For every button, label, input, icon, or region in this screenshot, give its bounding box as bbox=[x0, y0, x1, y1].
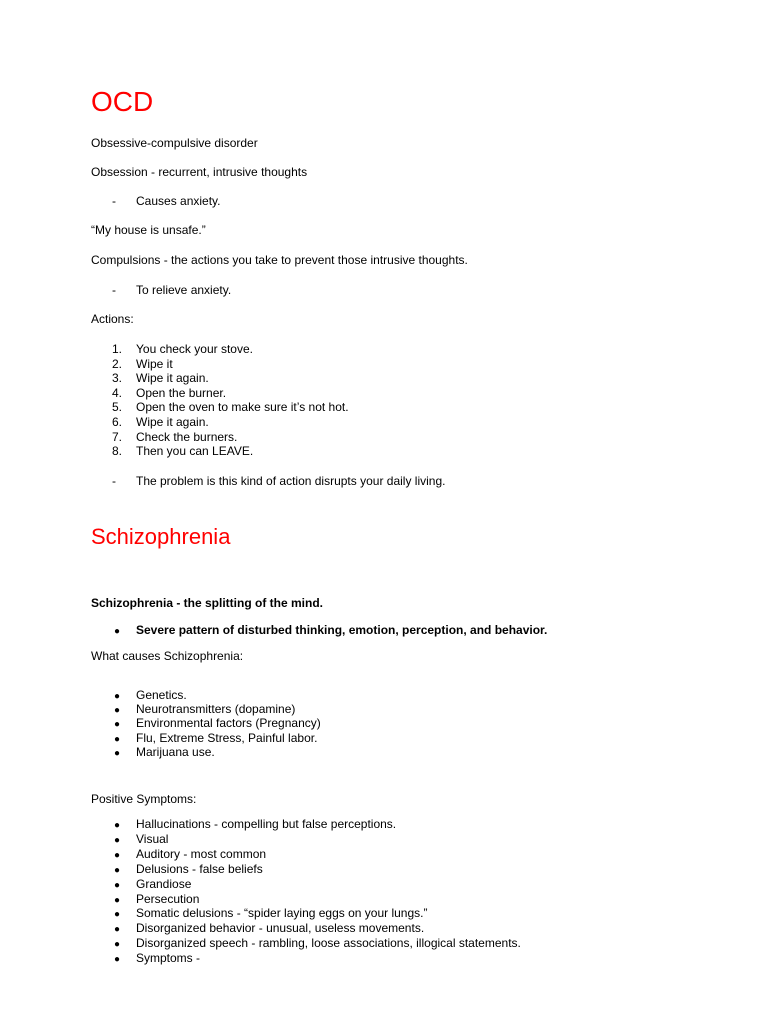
bullet-icon: ● bbox=[114, 864, 121, 876]
list-item: 2. Wipe it bbox=[112, 356, 173, 371]
list-item: 8. Then you can LEAVE. bbox=[112, 444, 254, 459]
list-item: ● Severe pattern of disturbed thinking, emotion, perception, and behavior. bbox=[107, 623, 547, 640]
bullet-icon: ● bbox=[114, 733, 121, 745]
actions-label: Actions: bbox=[91, 312, 134, 326]
causes-list bbox=[107, 689, 321, 760]
bullet-icon: ● bbox=[114, 909, 121, 921]
compulsions-line: Compulsions - the actions you take to prevent those intrusive thoughts. bbox=[91, 253, 468, 267]
list-item: ● Symptoms - bbox=[107, 952, 521, 967]
ocd-subtitle: Obsessive-compulsive disorder bbox=[91, 136, 258, 150]
bullet-icon: ● bbox=[114, 705, 121, 717]
definition-line: Schizophrenia - the splitting of the mind. bbox=[91, 596, 323, 610]
list-item: 7. Check the burners. bbox=[112, 429, 238, 444]
list-item: 4. Open the burner. bbox=[112, 385, 227, 400]
dash-marker: - bbox=[112, 283, 116, 297]
actions-list bbox=[107, 342, 349, 459]
compulsions-note-text: To relieve anxiety. bbox=[136, 283, 232, 297]
list-item: 1. You check your stove. bbox=[112, 342, 253, 356]
list-item: ● Auditory - most common bbox=[107, 848, 521, 863]
definition-list bbox=[107, 623, 547, 640]
list-item: ● Persecution bbox=[107, 893, 521, 908]
list-item: ● Genetics. bbox=[107, 689, 321, 703]
ocd-heading: OCD bbox=[91, 86, 154, 117]
bullet-icon: ● bbox=[114, 879, 121, 891]
list-item: ● Flu, Extreme Stress, Painful labor. bbox=[107, 732, 321, 746]
list-item: ● Visual bbox=[107, 833, 521, 848]
bullet-icon: ● bbox=[114, 849, 121, 861]
positive-symptoms-list bbox=[107, 818, 521, 967]
list-item: 3. Wipe it again. bbox=[112, 371, 209, 386]
bullet-icon: ● bbox=[114, 954, 121, 966]
list-item: ● Hallucinations - compelling but false perceptions. bbox=[107, 818, 521, 833]
bullet-icon: ● bbox=[114, 894, 121, 906]
compulsions-note bbox=[112, 283, 231, 297]
bullet-icon: ● bbox=[114, 820, 121, 831]
list-item: ● Disorganized behavior - unusual, useless movements. bbox=[107, 922, 521, 937]
problem-note-text: The problem is this kind of action disrupts your daily living. bbox=[136, 474, 446, 488]
bullet-icon: ● bbox=[114, 626, 121, 637]
bullet-icon: ● bbox=[114, 834, 121, 846]
obsession-line: Obsession - recurrent, intrusive thoughts bbox=[91, 165, 308, 179]
list-item: ● Somatic delusions - “spider laying eggs on your lungs.” bbox=[107, 907, 521, 922]
list-item: ● Disorganized speech - rambling, loose associations, illogical statements. bbox=[107, 937, 521, 952]
obsession-note-text: Causes anxiety. bbox=[136, 194, 221, 208]
list-item: ● Grandiose bbox=[107, 878, 521, 893]
dash-marker: - bbox=[112, 474, 116, 488]
list-item: ● Environmental factors (Pregnancy) bbox=[107, 717, 321, 731]
causes-label: What causes Schizophrenia: bbox=[91, 649, 244, 663]
schizophrenia-heading: Schizophrenia bbox=[91, 524, 231, 549]
positive-label: Positive Symptoms: bbox=[91, 792, 197, 806]
list-item: 5. Open the oven to make sure it’s not hot. bbox=[112, 400, 349, 415]
list-item: 6. Wipe it again. bbox=[112, 414, 209, 429]
dash-marker: - bbox=[112, 194, 116, 208]
problem-note bbox=[112, 474, 445, 488]
bullet-icon: ● bbox=[114, 691, 121, 702]
bullet-icon: ● bbox=[114, 719, 121, 731]
list-item: ● Delusions - false beliefs bbox=[107, 863, 521, 878]
bullet-icon: ● bbox=[114, 747, 121, 759]
list-item: ● Neurotransmitters (dopamine) bbox=[107, 703, 321, 717]
list-item: ● Marijuana use. bbox=[107, 746, 321, 760]
bullet-icon: ● bbox=[114, 939, 121, 951]
obsession-note bbox=[112, 194, 221, 208]
quote-line: “My house is unsafe.” bbox=[91, 223, 206, 237]
bullet-icon: ● bbox=[114, 924, 121, 936]
